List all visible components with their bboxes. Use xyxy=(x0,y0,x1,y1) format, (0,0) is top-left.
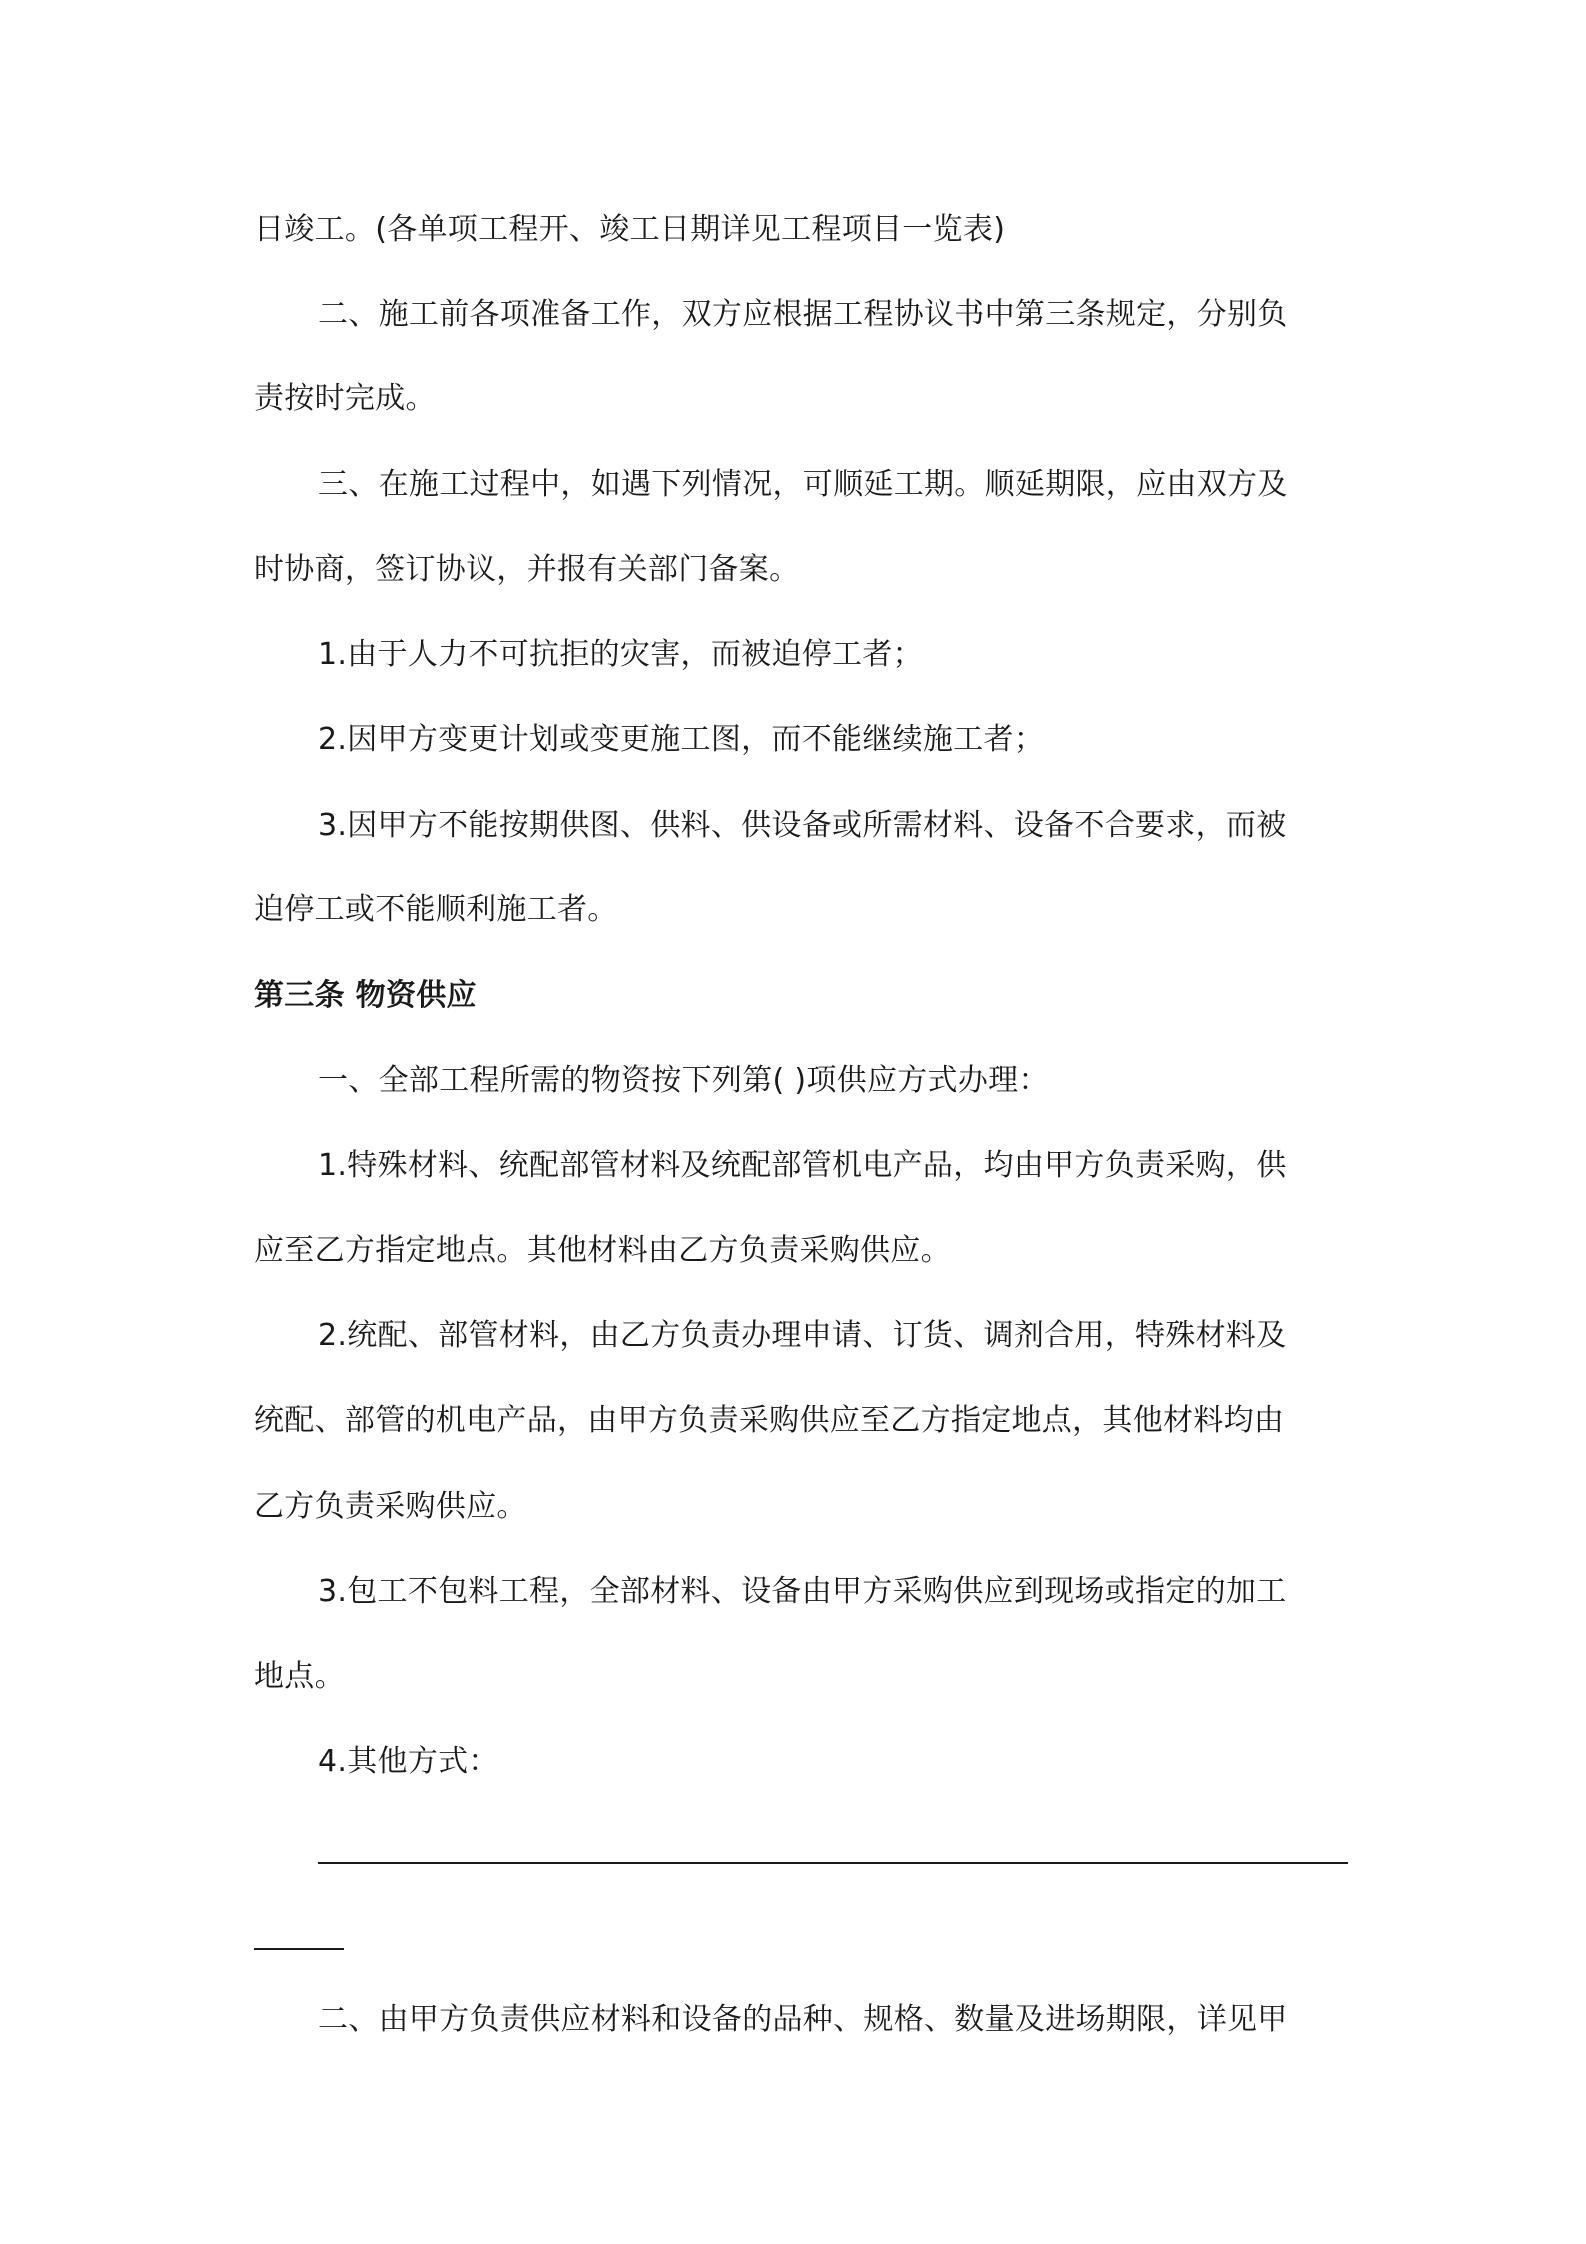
paragraph-material-supply: 二、由甲方负责供应材料和设备的品种、规格、数量及进场期限，详见甲 xyxy=(318,2002,1288,2037)
fill-in-blank-line xyxy=(318,1862,1348,1864)
paragraph-clause-three: 三、在施工过程中，如遇下列情况，可顺延工期。顺延期限，应由双方及 xyxy=(318,467,1288,502)
section-heading: 第三条 物资供应 xyxy=(254,978,477,1013)
text-line: 日竣工。(各单项工程开、竣工日期详见工程项目一览表) xyxy=(254,212,1006,247)
list-item: 2.统配、部管材料，由乙方负责办理申请、订货、调剂合用，特殊材料及 xyxy=(318,1318,1287,1353)
list-item: 4.其他方式： xyxy=(318,1744,499,1779)
text-line: 统配、部管的机电产品，由甲方负责采购供应至乙方指定地点，其他材料均由 xyxy=(254,1403,1285,1438)
paragraph-clause-two: 二、施工前各项准备工作，双方应根据工程协议书中第三条规定，分别负 xyxy=(318,297,1288,332)
text-line: 乙方负责采购供应。 xyxy=(254,1489,527,1524)
list-item: 1.由于人力不可抗拒的灾害，而被迫停工者； xyxy=(318,637,923,672)
text-line: 应至乙方指定地点。其他材料由乙方负责采购供应。 xyxy=(254,1233,951,1268)
text-line: 迫停工或不能顺利施工者。 xyxy=(254,892,618,927)
text-line: 时协商，签订协议，并报有关部门备案。 xyxy=(254,552,800,587)
text-line: 责按时完成。 xyxy=(254,381,436,416)
list-item: 2.因甲方变更计划或变更施工图，而不能继续施工者； xyxy=(318,722,1045,757)
list-item: 3.因甲方不能按期供图、供料、供设备或所需材料、设备不合要求，而被 xyxy=(318,808,1287,843)
list-item: 3.包工不包料工程，全部材料、设备由甲方采购供应到现场或指定的加工 xyxy=(318,1574,1287,1609)
fill-in-blank-line xyxy=(254,1948,344,1950)
list-item: 1.特殊材料、统配部管材料及统配部管机电产品，均由甲方负责采购，供 xyxy=(318,1148,1287,1183)
text-line: 地点。 xyxy=(254,1659,345,1694)
paragraph-supply-method: 一、全部工程所需的物资按下列第( )项供应方式办理： xyxy=(318,1063,1049,1098)
